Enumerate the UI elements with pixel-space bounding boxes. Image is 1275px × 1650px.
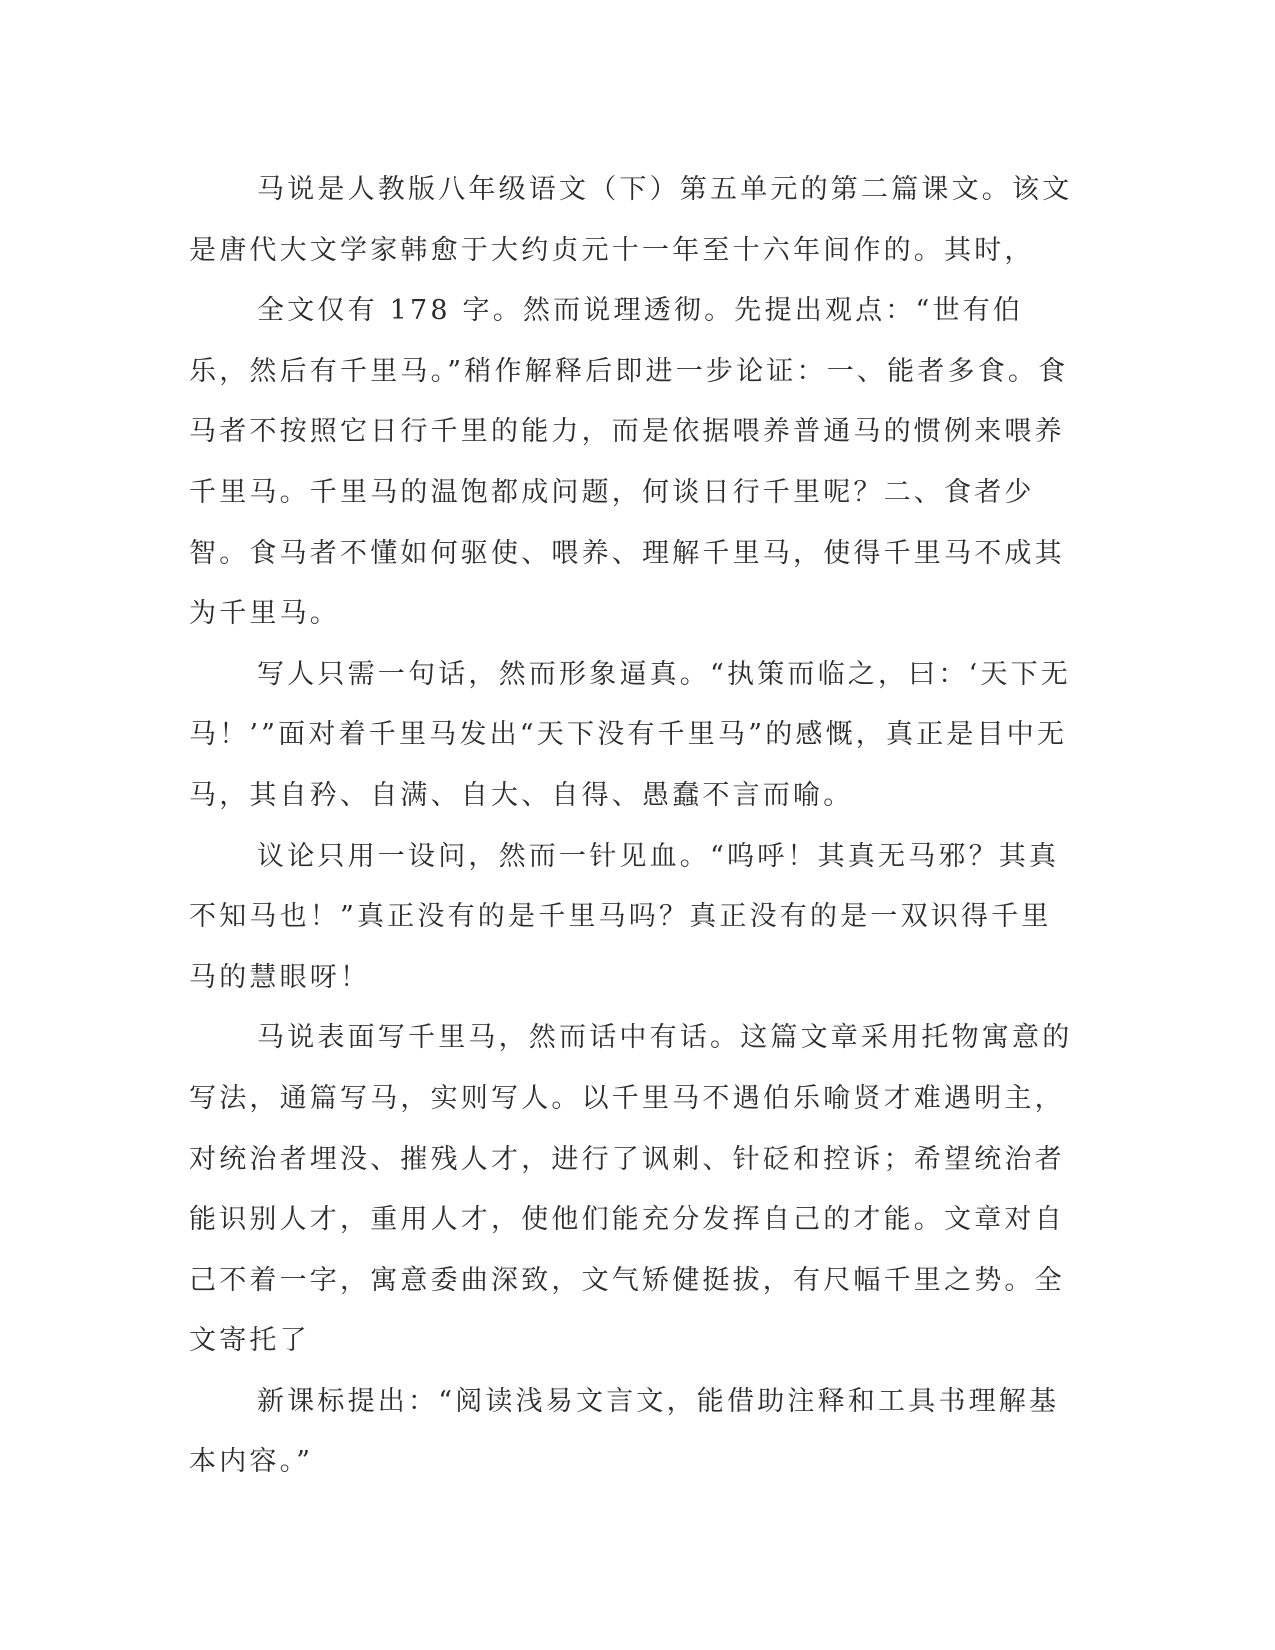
paragraph-intro: 马说是人教版八年级语文（下）第五单元的第二篇课文。该文是唐代大文学家韩愈于大约贞元十一年至十六年间作的。其时， bbox=[189, 174, 1073, 266]
paragraph-curriculum-standard: 新课标提出：“阅读浅易文言文，能借助注释和工具书理解基本内容。” bbox=[189, 1385, 1060, 1478]
paragraph-rhetorical-question: 议论只用一设问，然而一针见血。“呜呼！其真无马邪？其真不知马也！”真正没有的是千里马吗？真正没有的是一双识得千里马的慧眼呀！ bbox=[189, 840, 1060, 993]
document-body bbox=[189, 160, 1079, 1493]
paragraph-characterization: 写人只需一句话，然而形象逼真。“执策而临之，曰：‘天下无马！’”面对着千里马发出“天下没有千里马”的感慨，真正是目中无马，其自矜、自满、自大、自得、愚蠢不言而喻。 bbox=[189, 658, 1071, 811]
paragraph-allegory: 马说表面写千里马，然而话中有话。这篇文章采用托物寓意的写法，通篇写马，实则写人。以千里马不遇伯乐喻贤才难遇明主，对统治者埋没、摧残人才，进行了讽刺、针砭和控诉；希望统治者能识别人才，重用人才，使他们能充分发挥自己的才能。文章对自己不着一字，寓意委曲深致，文气矫健挺拔，有尺幅千里之势。全文寄托了 bbox=[189, 1022, 1073, 1357]
paragraph-argument: 全文仅有 178 字。然而说理透彻。先提出观点：“世有伯乐，然后有千里马。”稍作解释后即进一步论证：一、能者多食。食马者不按照它日行千里的能力，而是依据喂养普通马的惯例来喂养千里马。千里马的温饱都成问题，何谈日行千里呢？二、食者少智。食马者不懂如何驱使、喂养、理解千里马，使得千里马不成其为千里马。 bbox=[189, 295, 1069, 630]
